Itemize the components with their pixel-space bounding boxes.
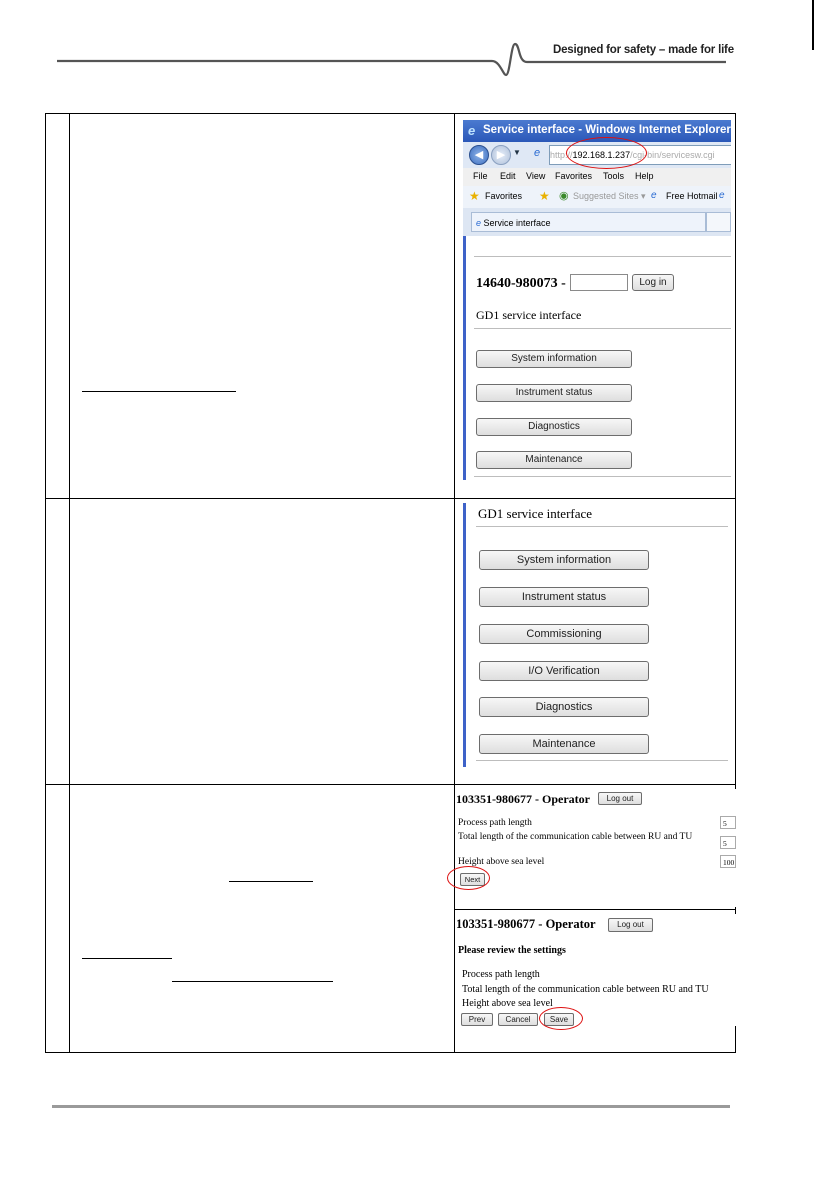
setting-value[interactable]: 5: [720, 836, 736, 849]
tab-service-interface[interactable]: e Service interface: [471, 212, 706, 232]
system-information-button[interactable]: System information: [476, 350, 632, 368]
operator-settings-screenshot: [456, 789, 736, 907]
review-item: Total length of the communication cable between RU and TU: [462, 984, 709, 995]
address-ip: 192.168.1.237: [572, 150, 631, 160]
diagnostics-button[interactable]: Diagnostics: [479, 697, 649, 717]
divider: [476, 760, 728, 761]
login-input[interactable]: [570, 274, 628, 291]
menu-file[interactable]: File: [473, 171, 488, 181]
address-highlight-circle: [566, 137, 647, 169]
free-hotmail-link[interactable]: Free Hotmail: [666, 191, 718, 201]
menu-tools[interactable]: Tools: [603, 171, 625, 181]
browser-screenshot: [463, 120, 731, 480]
hyperlink-underline[interactable]: [82, 391, 236, 392]
divider: [474, 328, 731, 329]
next-button[interactable]: Next: [460, 873, 485, 886]
forward-button[interactable]: ▶: [491, 145, 511, 165]
browser-content: [463, 236, 731, 480]
menu-bar: [463, 168, 731, 186]
system-information-button[interactable]: System information: [479, 550, 649, 570]
menu-help[interactable]: Help: [635, 171, 654, 181]
operator-header: 103351-980677 - Operator: [456, 792, 590, 806]
address-bar[interactable]: http://192.168.1.237/cgi-bin/servicesw.cgi: [549, 145, 731, 165]
footer-line: [52, 1105, 730, 1108]
logout-button[interactable]: Log out: [608, 918, 653, 932]
column-divider-left: [69, 114, 70, 1052]
interface-heading: GD1 service interface: [478, 506, 593, 521]
page-icon: e: [534, 147, 541, 159]
divider: [474, 476, 731, 477]
crop-mark: [812, 0, 814, 50]
prev-button[interactable]: Prev: [461, 1013, 493, 1026]
row-divider-1: [46, 498, 735, 499]
ie-logo-icon: e: [468, 123, 476, 138]
save-button[interactable]: Save: [544, 1013, 574, 1026]
header-tagline: Designed for safety – made for life: [553, 44, 734, 56]
new-tab-button[interactable]: [706, 212, 731, 232]
io-verification-button[interactable]: I/O Verification: [479, 661, 649, 681]
interface-heading: GD1 service interface: [476, 308, 582, 322]
review-item: Height above sea level: [462, 998, 553, 1009]
column-divider-right: [454, 114, 455, 1052]
menu-view[interactable]: View: [526, 171, 546, 181]
suggested-sites[interactable]: Suggested Sites ▾: [573, 191, 646, 201]
divider: [474, 256, 731, 257]
hyperlink-underline[interactable]: [229, 881, 313, 882]
ie-page-icon: ◉: [559, 190, 569, 202]
cancel-button[interactable]: Cancel: [498, 1013, 538, 1026]
commissioning-button[interactable]: Commissioning: [479, 624, 649, 644]
favorites-bar: [463, 186, 731, 209]
menu-edit[interactable]: Edit: [500, 171, 516, 181]
setting-value[interactable]: 100: [720, 855, 736, 868]
review-heading: Please review the settings: [458, 945, 566, 956]
hyperlink-underline[interactable]: [82, 958, 172, 959]
setting-label: Total length of the communication cable between RU and TU: [458, 832, 693, 842]
history-dropdown-icon[interactable]: ▼: [513, 148, 521, 157]
maintenance-button[interactable]: Maintenance: [479, 734, 649, 754]
tab-bar: [463, 208, 731, 236]
save-highlight-circle: [539, 1007, 583, 1030]
ie-page-icon: e: [719, 190, 725, 201]
row-divider-2: [46, 784, 735, 785]
back-button[interactable]: ◀: [469, 145, 489, 165]
ie-page-icon: e: [651, 190, 657, 201]
review-settings-screenshot: [456, 914, 736, 1026]
operator-header: 103351-980677 - Operator: [456, 917, 596, 931]
image-divider: [454, 909, 735, 910]
setting-label: Process path length: [458, 818, 532, 828]
favorites-button[interactable]: Favorites: [485, 191, 523, 201]
instrument-status-button[interactable]: Instrument status: [479, 587, 649, 607]
login-button[interactable]: Log in: [632, 274, 674, 291]
favorites-star-icon: ★: [469, 189, 480, 203]
setting-value[interactable]: 5: [720, 816, 736, 829]
add-favorite-icon[interactable]: ★: [539, 189, 550, 203]
setting-label: Height above sea level: [458, 857, 545, 867]
instrument-status-button[interactable]: Instrument status: [476, 384, 632, 402]
diagnostics-button[interactable]: Diagnostics: [476, 418, 632, 436]
review-item: Process path length: [462, 969, 540, 980]
menu-favorites[interactable]: Favorites: [555, 171, 593, 181]
logout-button[interactable]: Log out: [598, 792, 642, 805]
ie-tab-icon: e: [476, 218, 482, 228]
serial-number: 14640-980073 -: [476, 276, 566, 291]
next-highlight-circle: [447, 866, 490, 890]
service-menu-screenshot: [463, 503, 731, 767]
divider: [476, 526, 728, 527]
window-title: Service interface - Windows Internet Explorer: [483, 124, 731, 136]
maintenance-button[interactable]: Maintenance: [476, 451, 632, 469]
hyperlink-underline[interactable]: [172, 981, 333, 982]
